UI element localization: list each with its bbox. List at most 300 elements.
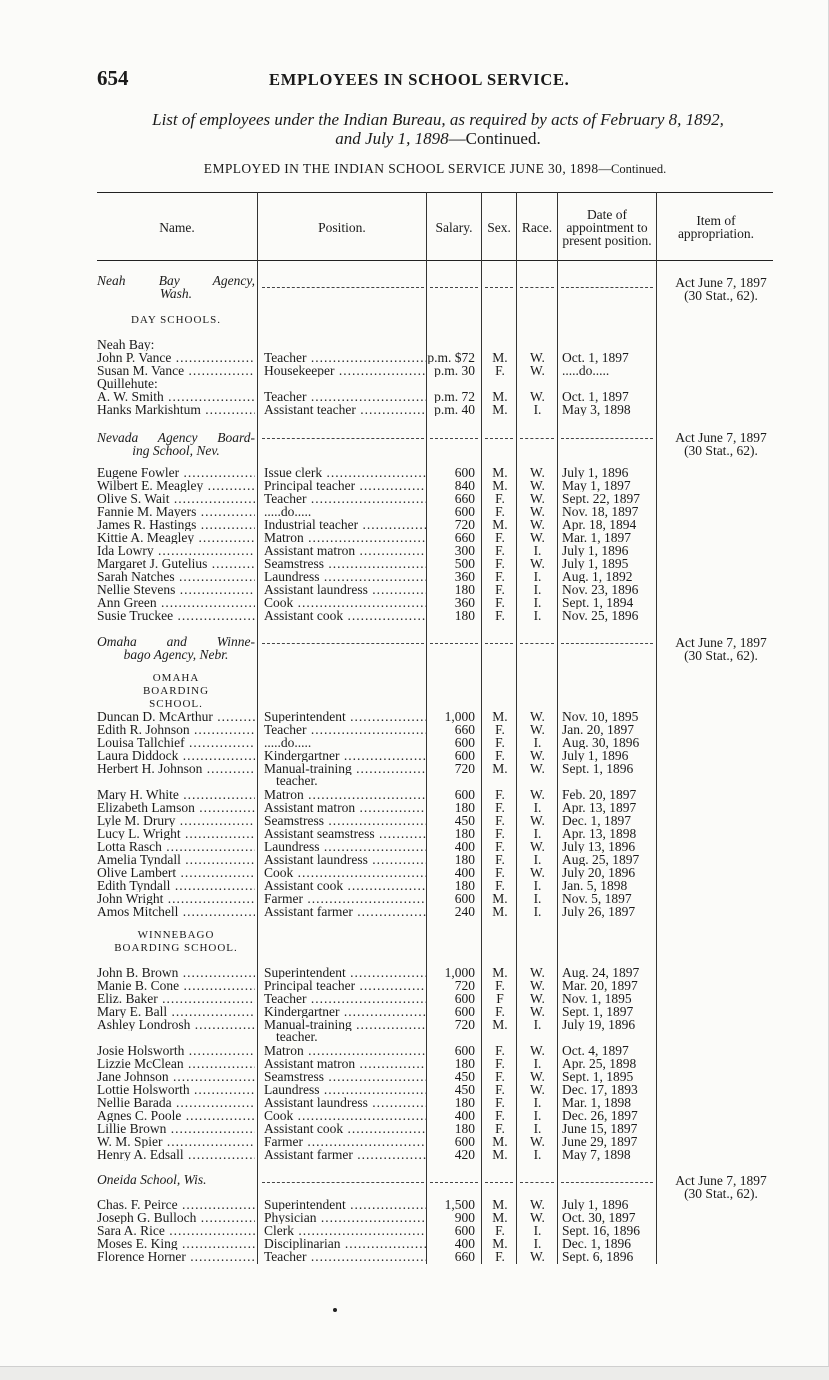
employee-sex: M. (492, 1135, 508, 1148)
filler-dashes (520, 438, 554, 439)
appropriation-line-2: (30 Stat., 62). (684, 648, 758, 663)
column-header-sex: Sex. (487, 219, 511, 235)
employee-appointment-date: Sept. 16, 1896 (562, 1224, 641, 1237)
agency-heading-line-2: Wash. (159, 286, 193, 301)
column-header-race: Race. (521, 219, 553, 235)
employee-sex: F. (495, 1083, 505, 1096)
employee-sex: F. (495, 1070, 505, 1083)
employee-appointment-date: Apr. 25, 1898 (562, 1057, 637, 1070)
table-row (0, 892, 829, 905)
employee-name: Lizzie McClean ..... (97, 1057, 255, 1070)
employee-race: W. (530, 1044, 545, 1057)
employee-salary: 400 (454, 1109, 475, 1122)
running-title: EMPLOYEES IN SCHOOL SERVICE. (269, 70, 570, 89)
employee-sex: F. (495, 827, 505, 840)
employee-salary: 600 (454, 1135, 475, 1148)
employee-appointment-date: Nov. 25, 1896 (562, 609, 639, 622)
employee-salary: 180 (454, 1057, 475, 1070)
employee-name: Amos Mitchell ..... (97, 905, 255, 918)
employee-position: Laundress ..... (264, 840, 426, 853)
table-row (0, 979, 829, 992)
filler-dashes (262, 438, 424, 439)
employee-sex: F. (495, 570, 505, 583)
employee-position: Assistant cook ..... (264, 879, 426, 892)
employee-name: Chas. F. Peirce ..... (97, 1198, 255, 1211)
employee-name: Jane Johnson ..... (97, 1070, 255, 1083)
filler-dashes (485, 287, 513, 288)
employee-salary: 180 (454, 879, 475, 892)
employee-sex: F. (495, 979, 505, 992)
employee-position: Farmer ..... (264, 1135, 426, 1148)
employee-salary: 600 (454, 1044, 475, 1057)
employee-salary: 300 (454, 544, 475, 557)
employee-name: Laura Diddock ..... (97, 749, 255, 762)
table-row (0, 609, 829, 622)
employee-race: I. (533, 736, 542, 749)
employee-position: Kindergartner ..... (264, 749, 426, 762)
employee-appointment-date: Sept. 1, 1896 (562, 762, 634, 775)
employee-position: Teacher ..... (264, 992, 426, 1005)
table-row (0, 905, 829, 918)
section-label: DAY SCHOOLS. (130, 314, 222, 326)
employee-position: Assistant matron ..... (264, 1057, 426, 1070)
employee-name: Kittie A. Meagley ..... (97, 531, 255, 544)
employee-race: W. (530, 814, 545, 827)
table-row (0, 788, 829, 801)
employee-salary: 840 (454, 479, 475, 492)
table-row (0, 710, 829, 723)
employee-sex: M. (492, 390, 508, 403)
section-label: OMAHA BOARDING SCHOOL. (142, 672, 210, 710)
appropriation-line-2: (30 Stat., 62). (684, 288, 758, 303)
employee-appointment-date: Sept. 6, 1896 (562, 1250, 634, 1263)
table-top-rule (97, 192, 773, 193)
employee-appointment-date: Mar. 20, 1897 (562, 979, 638, 992)
employee-sex: F. (495, 583, 505, 596)
employee-appointment-date: May 7, 1898 (562, 1148, 631, 1161)
employee-name: A. W. Smith ..... (97, 390, 255, 403)
table-row (0, 364, 829, 377)
employee-sex: M. (492, 518, 508, 531)
employee-race: W. (530, 762, 545, 775)
table-row-continuation (0, 774, 829, 787)
employee-salary: 180 (454, 1122, 475, 1135)
employee-appointment-date: Dec. 1, 1896 (562, 1237, 631, 1250)
employee-name: Ida Lowry ..... (97, 544, 255, 557)
agency-heading-line-1: Neah Bay Agency, (97, 273, 255, 288)
employee-race: I. (533, 1224, 542, 1237)
employee-name: Olive S. Wait ..... (97, 492, 255, 505)
employee-race: I. (533, 403, 542, 416)
employee-appointment-date: Sept. 22, 1897 (562, 492, 641, 505)
column-header-position: Position. (318, 219, 366, 235)
employee-appointment-date: July 1, 1896 (562, 466, 629, 479)
employee-position: Assistant laundress ..... (264, 583, 426, 596)
employee-appointment-date: July 13, 1896 (562, 840, 636, 853)
appropriation-item (660, 636, 782, 662)
employee-name: Nellie Barada ..... (97, 1096, 255, 1109)
employee-appointment-date: Oct. 4, 1897 (562, 1044, 629, 1057)
employee-appointment-date: July 1, 1896 (562, 544, 629, 557)
table-row (0, 531, 829, 544)
table-row (0, 466, 829, 479)
employee-sex: M. (492, 1211, 508, 1224)
employee-position: Laundress ..... (264, 570, 426, 583)
employee-position-continued: teacher. (276, 1030, 318, 1043)
employee-race: I. (533, 827, 542, 840)
employee-appointment-date: Oct. 30, 1897 (562, 1211, 636, 1224)
employee-sex: F. (495, 814, 505, 827)
employee-sex: F (496, 992, 504, 1005)
filler-dashes (561, 643, 653, 644)
employee-name: Florence Horner ..... (97, 1250, 255, 1263)
employee-race: W. (530, 505, 545, 518)
table-row (0, 879, 829, 892)
employee-name: Fannie M. Mayers ..... (97, 505, 255, 518)
filler-dashes (430, 1182, 478, 1183)
table-row (0, 557, 829, 570)
table-row (0, 1122, 829, 1135)
employee-position: Matron ..... (264, 788, 426, 801)
agency-heading (97, 431, 255, 457)
employee-sex: M. (492, 966, 508, 979)
employee-name: Sarah Natches ..... (97, 570, 255, 583)
employee-name: Herbert H. Johnson ..... (97, 762, 255, 775)
table-row (0, 1096, 829, 1109)
agency-heading-line-2: ing School, Nev. (132, 443, 220, 458)
employee-appointment-date: Aug. 24, 1897 (562, 966, 640, 979)
employee-appointment-date: Oct. 1, 1897 (562, 390, 629, 403)
employee-sex: F. (495, 557, 505, 570)
employee-appointment-date: Nov. 1, 1895 (562, 992, 632, 1005)
employee-position: Assistant farmer ..... (264, 905, 426, 918)
employee-sex: F. (495, 596, 505, 609)
employee-sex: F. (495, 609, 505, 622)
employee-sex: F. (495, 544, 505, 557)
employee-position: Cook ..... (264, 1109, 426, 1122)
employee-salary: 600 (454, 466, 475, 479)
employee-appointment-date: July 26, 1897 (562, 905, 636, 918)
filler-dashes (262, 1182, 424, 1183)
employee-position: Teacher ..... (264, 351, 426, 364)
employee-race: W. (530, 531, 545, 544)
employee-position: Disciplinarian ..... (264, 1237, 426, 1250)
employee-race: W. (530, 479, 545, 492)
column-header-date: Date of appointment to present position. (562, 206, 652, 248)
filler-dashes (561, 438, 653, 439)
employee-sex: M. (492, 1018, 508, 1031)
table-row (0, 492, 829, 505)
employee-position: Farmer ..... (264, 892, 426, 905)
employee-name: Louisa Tallchief ..... (97, 736, 255, 749)
employee-name: Elizabeth Lamson ..... (97, 801, 255, 814)
employee-sex: M. (492, 351, 508, 364)
employee-appointment-date: Dec. 17, 1893 (562, 1083, 638, 1096)
employee-sex: F. (495, 801, 505, 814)
employee-name: Duncan D. McArthur ..... (97, 710, 255, 723)
employee-sex: M. (492, 762, 508, 775)
employee-name: James R. Hastings ..... (97, 518, 255, 531)
filler-dashes (520, 643, 554, 644)
printer-dot (333, 1308, 337, 1312)
employee-sex: F. (495, 1122, 505, 1135)
filler-dashes (262, 643, 424, 644)
employee-appointment-date: Dec. 26, 1897 (562, 1109, 638, 1122)
employee-salary: 660 (454, 723, 475, 736)
table-caption (97, 110, 779, 148)
table-row (0, 1250, 829, 1263)
employee-race: I. (533, 853, 542, 866)
filler-dashes (430, 287, 478, 288)
employee-appointment-date: Dec. 1, 1897 (562, 814, 631, 827)
employee-name: Manie B. Cone ..... (97, 979, 255, 992)
employee-name: Olive Lambert ..... (97, 866, 255, 879)
employee-salary: p.m. 40 (434, 403, 475, 416)
employee-salary: 400 (454, 866, 475, 879)
table-row (0, 736, 829, 749)
employee-race: W. (530, 1083, 545, 1096)
employee-name: Lyle M. Drury ..... (97, 814, 255, 827)
employee-name: Margaret J. Gutelius ..... (97, 557, 255, 570)
employee-position: Housekeeper ..... (264, 364, 426, 377)
appropriation-line-2: (30 Stat., 62). (684, 1186, 758, 1201)
table-row (0, 1044, 829, 1057)
employee-position-continued: teacher. (276, 774, 318, 787)
page-bottom-edge (0, 1366, 829, 1380)
employee-appointment-date: Oct. 1, 1897 (562, 351, 629, 364)
employee-sex: F. (495, 492, 505, 505)
filler-dashes (485, 643, 513, 644)
employee-position: Teacher ..... (264, 390, 426, 403)
employee-appointment-date: Aug. 1, 1892 (562, 570, 633, 583)
employee-salary: 720 (454, 518, 475, 531)
employee-salary: 360 (454, 570, 475, 583)
subheading-continued: —Continued. (598, 162, 667, 176)
employee-position: Issue clerk ..... (264, 466, 426, 479)
employee-salary: 420 (454, 1148, 475, 1161)
employee-salary: 180 (454, 583, 475, 596)
filler-dashes (485, 1182, 513, 1183)
appropriation-line-1: Act June 7, 1897 (675, 635, 767, 650)
employee-salary: 720 (454, 979, 475, 992)
employee-race: I. (533, 879, 542, 892)
employee-race: I. (533, 596, 542, 609)
employee-race: I. (533, 1109, 542, 1122)
employee-race: I. (533, 801, 542, 814)
employee-salary: 1,000 (444, 966, 475, 979)
employee-race: W. (530, 710, 545, 723)
employee-salary: 240 (454, 905, 475, 918)
filler-dashes (262, 287, 424, 288)
employee-appointment-date: July 1, 1895 (562, 557, 629, 570)
employee-sex: F. (495, 749, 505, 762)
employee-salary: 900 (454, 1211, 475, 1224)
employee-sex: F. (495, 736, 505, 749)
employee-name: Susan M. Vance ..... (97, 364, 255, 377)
caption-line-2-italic: and July 1, 1898 (335, 129, 449, 148)
agency-heading-line-2: bago Agency, Nebr. (123, 647, 229, 662)
employee-position: Assistant teacher ..... (264, 403, 426, 416)
employee-sex: M. (492, 403, 508, 416)
employee-race: W. (530, 1135, 545, 1148)
table-row (0, 403, 829, 416)
employee-sex: F. (495, 1250, 505, 1263)
table-subheading (97, 161, 773, 177)
employee-sex: F. (495, 1096, 505, 1109)
employee-appointment-date: Mar. 1, 1897 (562, 531, 631, 544)
employee-name: Josie Holsworth ..... (97, 1044, 255, 1057)
employee-salary: 720 (454, 762, 475, 775)
employee-name: Moses E. King ..... (97, 1237, 255, 1250)
employee-salary: 720 (454, 1018, 475, 1031)
employee-race: I. (533, 1057, 542, 1070)
employee-appointment-date: May 1, 1897 (562, 479, 631, 492)
employee-appointment-date: July 1, 1896 (562, 1198, 629, 1211)
employee-position: Cook ..... (264, 596, 426, 609)
employee-race: I. (533, 1122, 542, 1135)
table-row (0, 351, 829, 364)
employee-sex: M. (492, 466, 508, 479)
employee-position: Clerk ..... (264, 1224, 426, 1237)
employee-appointment-date: Apr. 18, 1894 (562, 518, 637, 531)
employee-sex: F. (495, 879, 505, 892)
employee-name: Sara A. Rice ..... (97, 1224, 255, 1237)
agency-heading (97, 1173, 255, 1186)
employee-race: I. (533, 905, 542, 918)
employee-position: Industrial teacher ..... (264, 518, 426, 531)
column-header-name: Name. (159, 219, 195, 235)
employee-name: Nellie Stevens ..... (97, 583, 255, 596)
employee-position: Seamstress ..... (264, 1070, 426, 1083)
employee-name: Amelia Tyndall ..... (97, 853, 255, 866)
employee-position: Cook ..... (264, 866, 426, 879)
appropriation-line-2: (30 Stat., 62). (684, 443, 758, 458)
employee-position: Teacher ..... (264, 723, 426, 736)
employee-race: I. (533, 544, 542, 557)
employee-salary: 660 (454, 531, 475, 544)
employee-appointment-date: June 29, 1897 (562, 1135, 638, 1148)
employee-sex: F. (495, 531, 505, 544)
page-number: 654 (97, 66, 129, 90)
table-row (0, 596, 829, 609)
employee-salary: 600 (454, 992, 475, 1005)
employee-name: Lotta Rasch ..... (97, 840, 255, 853)
table-row (0, 518, 829, 531)
employee-appointment-date: July 19, 1896 (562, 1018, 636, 1031)
employee-race: I. (533, 1096, 542, 1109)
employee-position: Kindergartner ..... (264, 1005, 426, 1018)
table-row (0, 814, 829, 827)
table-row (0, 853, 829, 866)
employee-name: John Wright ..... (97, 892, 255, 905)
employee-appointment-date: Apr. 13, 1898 (562, 827, 637, 840)
filler-dashes (430, 438, 478, 439)
employee-race: I. (533, 1018, 542, 1031)
employee-position: Manual-training ..... (264, 1018, 426, 1031)
employee-race: W. (530, 1250, 545, 1263)
employee-position: Seamstress ..... (264, 557, 426, 570)
table-row (0, 1057, 829, 1070)
employee-race: W. (530, 1211, 545, 1224)
employee-name: Quillehute: (97, 377, 158, 390)
appropriation-item (660, 431, 782, 457)
employee-salary: 600 (454, 505, 475, 518)
employee-sex: F. (495, 866, 505, 879)
employee-name: Susie Truckee ..... (97, 609, 255, 622)
employee-sex: F. (495, 364, 505, 377)
employee-race: I. (533, 570, 542, 583)
employee-position: Superintendent ..... (264, 1198, 426, 1211)
header-bottom-rule (97, 260, 773, 261)
table-row-continuation (0, 1030, 829, 1043)
employee-appointment-date: Nov. 10, 1895 (562, 710, 639, 723)
employee-position: Principal teacher ..... (264, 479, 426, 492)
employee-salary: 180 (454, 801, 475, 814)
employee-salary: 360 (454, 596, 475, 609)
employee-appointment-date: Nov. 5, 1897 (562, 892, 632, 905)
employee-position: Superintendent ..... (264, 966, 426, 979)
employee-race: I. (533, 609, 542, 622)
employee-race: W. (530, 749, 545, 762)
employee-appointment-date: Nov. 18, 1897 (562, 505, 639, 518)
column-header-salary: Salary. (435, 219, 473, 235)
table-row (0, 570, 829, 583)
employee-salary: 1,500 (444, 1198, 475, 1211)
employee-sex: F. (495, 788, 505, 801)
table-row (0, 338, 829, 351)
table-row (0, 801, 829, 814)
employee-appointment-date: July 20, 1896 (562, 866, 636, 879)
table-row (0, 1148, 829, 1161)
employee-race: W. (530, 364, 545, 377)
employee-race: W. (530, 866, 545, 879)
employee-sex: F. (495, 1224, 505, 1237)
agency-heading-line-1: Omaha and Winne- (97, 634, 255, 649)
employee-appointment-date: .....do..... (562, 364, 610, 377)
table-row (0, 1198, 829, 1211)
employee-race: W. (530, 557, 545, 570)
employee-name: Edith Tyndall ..... (97, 879, 255, 892)
table-row (0, 1211, 829, 1224)
employee-salary: 180 (454, 1096, 475, 1109)
table-row (0, 390, 829, 403)
employee-appointment-date: Aug. 25, 1897 (562, 853, 640, 866)
employee-position: Assistant farmer ..... (264, 1148, 426, 1161)
employee-appointment-date: July 1, 1896 (562, 749, 629, 762)
employee-appointment-date: Jan. 20, 1897 (562, 723, 634, 736)
caption-line-1: List of employees under the Indian Bureau, as required by acts of February 8, 1892, (152, 110, 724, 129)
employee-name: Henry A. Edsall ..... (97, 1148, 255, 1161)
table-row (0, 1224, 829, 1237)
caption-line-2 (97, 129, 779, 148)
employee-name: Lucy L. Wright ..... (97, 827, 255, 840)
employee-position: Seamstress ..... (264, 814, 426, 827)
employee-position: Assistant matron ..... (264, 801, 426, 814)
employee-salary: 600 (454, 1224, 475, 1237)
employee-race: W. (530, 723, 545, 736)
section-label: WINNEBAGO BOARDING SCHOOL. (114, 929, 238, 954)
table-row (0, 866, 829, 879)
table-row (0, 1109, 829, 1122)
employee-salary: 600 (454, 892, 475, 905)
employee-appointment-date: Feb. 20, 1897 (562, 788, 637, 801)
employee-salary: 1,000 (444, 710, 475, 723)
employee-position: Matron ..... (264, 1044, 426, 1057)
employee-sex: F. (495, 840, 505, 853)
employee-race: W. (530, 1005, 545, 1018)
employee-sex: F. (495, 853, 505, 866)
table-row (0, 840, 829, 853)
